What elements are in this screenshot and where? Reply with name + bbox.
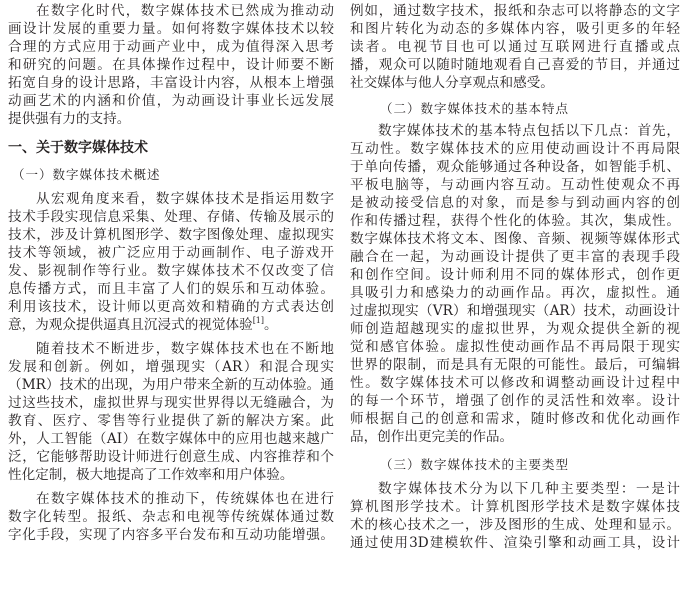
features-line: 性。数字媒体技术可以修改和调整动画设计过程中 — [350, 375, 680, 391]
types-line: 通过使用3D建模软件、渲染引擎和动画工具，设计 — [350, 535, 680, 551]
features-line: 平板电脑等，与动画内容互动。互动性使观众不再 — [350, 177, 680, 193]
types-line: 算机图形学技术。计算机图形学技术是数字媒体技 — [350, 499, 680, 515]
intro-line: 提供强有力的支持。 — [8, 111, 131, 127]
progress-line: 发展和创新。例如，增强现实（AR）和混合现实 — [8, 359, 334, 375]
progress-line: 过这些技术，虚拟世界与现实世界得以无缝融合，为 — [8, 395, 334, 411]
continued-line: 和图片转化为动态的多媒体内容，吸引更多的年轻 — [350, 21, 680, 37]
features-line: 和创作空间。设计师利用不同的媒体形式，创作更 — [350, 267, 680, 283]
overview-line: 技术，涉及计算机图形学、数字图像处理、虚拟现实 — [8, 227, 334, 243]
citation-marker: [1] — [252, 316, 265, 325]
overview-line: 技术等领域，被广泛应用于动画制作、电子游戏开 — [8, 245, 334, 261]
features-line: 互动性。数字媒体技术的应用使动画设计不再局限 — [350, 141, 680, 157]
intro-line: 拓宽自身的设计思路，丰富设计内容，从根本上增强 — [8, 75, 334, 91]
transform-line: 在数字媒体技术的推动下，传统媒体也在进行 — [36, 491, 334, 507]
features-line: 的每一个环节，增强了创作的灵活性和效率。设计 — [350, 393, 680, 409]
types-line: 数字媒体技术分为以下几种主要类型：一是计 — [378, 481, 680, 497]
features-line: 是被动接受信息的对象，而是参与到动画内容的创 — [350, 195, 680, 211]
overview-line: 技术手段实现信息采集、处理、存储、传输及展示的 — [8, 209, 334, 225]
progress-line: 性化定制，极大地提高了工作效率和用户体验。 — [8, 467, 294, 483]
progress-line: 随着技术不断进步，数字媒体技术也在不断地 — [36, 341, 334, 357]
subheading-features: （二）数字媒体技术的基本特点 — [380, 101, 570, 116]
continued-line: 社交媒体与他人分享观点和感受。 — [350, 75, 554, 91]
features-line: 数字媒体技术将文本、图像、音频、视频等媒体形式 — [350, 231, 680, 247]
intro-line: 和研究的问题。在具体操作过程中，设计师要不断 — [8, 57, 334, 73]
features-line: 师创造超越现实的虚拟世界，为观众提供全新的视 — [350, 321, 680, 337]
features-line: 世界的限制，而是具有无限的可能性。最后，可编辑 — [350, 357, 680, 373]
overview-line: 利用该技术，设计师以更高效和精确的方式表达创 — [8, 299, 334, 315]
features-line: 师根据自己的创意和需求，随时修改和优化动画作 — [350, 411, 680, 427]
continued-line: 播，观众可以随时随地观看自己喜爱的节目，并通过 — [350, 57, 680, 73]
transform-line: 数字化转型。报纸、杂志和电视等传统媒体通过数 — [8, 509, 334, 525]
section-heading: 一、关于数字媒体技术 — [8, 140, 148, 156]
subheading-types: （三）数字媒体技术的主要类型 — [380, 457, 570, 472]
features-line: 融合在一起，为动画设计提供了更丰富的表现手段 — [350, 249, 680, 265]
features-line: 具吸引力和感染力的动画作品。再次，虚拟性。通 — [350, 285, 680, 301]
features-line: 品，创作出更完美的作品。 — [350, 429, 514, 445]
features-line: 作和传播过程，获得个性化的体验。其次，集成性。 — [350, 213, 680, 229]
overview-end-text: 意，为观众提供逼真且沉浸式的视觉体验 — [8, 317, 253, 333]
overview-end-punct: 。 — [264, 317, 278, 333]
transform-line: 字化手段，实现了内容多平台发布和互动功能增强。 — [8, 527, 334, 543]
overview-line: 从宏观角度来看，数字媒体技术是指运用数字 — [36, 191, 334, 207]
intro-line: 画设计发展的重要力量。如何将数字媒体技术以较 — [8, 21, 334, 37]
overview-line-last — [8, 316, 334, 334]
features-line: 数字媒体技术的基本特点包括以下几点：首先， — [378, 123, 680, 139]
features-line: 觉和感官体验。虚拟性使动画作品不再局限于现实 — [350, 339, 680, 355]
progress-line: 教育、医疗、零售等行业提供了新的解决方案。此 — [8, 413, 334, 429]
intro-line: 合理的方式应用于动画产业中，成为值得深入思考 — [8, 39, 334, 55]
features-line: 于单向传播，观众能够通过各种设备，如智能手机、 — [350, 159, 680, 175]
overview-line: 息传播方式，而且丰富了人们的娱乐和互动体验。 — [8, 281, 334, 297]
features-line: 过虚拟现实（VR）和增强现实（AR）技术，动画设计 — [350, 303, 680, 319]
progress-line: 外，人工智能（AI）在数字媒体中的应用也越来越广 — [8, 431, 334, 447]
intro-line: 动画艺术的内涵和价值，为动画设计事业长远发展 — [8, 93, 334, 109]
subheading-overview: （一）数字媒体技术概述 — [12, 167, 161, 182]
progress-line: 泛，它能够帮助设计师进行创意生成、内容推荐和个 — [8, 449, 334, 465]
intro-line: 在数字化时代，数字媒体技术已然成为推动动 — [36, 3, 334, 19]
progress-line: （MR）技术的出现，为用户带来全新的互动体验。通 — [8, 377, 334, 393]
continued-line: 例如，通过数字技术，报纸和杂志可以将静态的文字 — [350, 3, 680, 19]
overview-line: 发、影视制作等行业。数字媒体技术不仅改变了信 — [8, 263, 334, 279]
continued-line: 读者。电视节目也可以通过互联网进行直播或点 — [350, 39, 680, 55]
types-line: 术的核心技术之一，涉及图形的生成、处理和显示。 — [350, 517, 680, 533]
